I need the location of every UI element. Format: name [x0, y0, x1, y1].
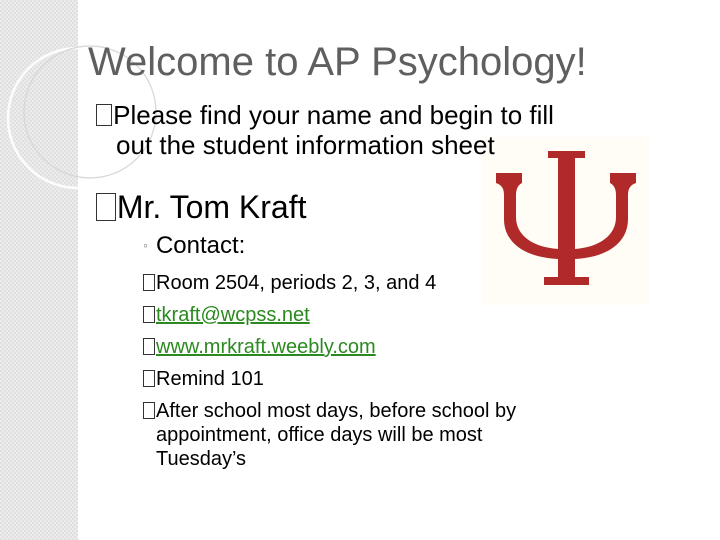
contact-label: Contact: — [155, 232, 246, 259]
contact-item-room — [143, 271, 436, 295]
hours-line-1: After school most days, before school by — [156, 400, 517, 422]
contact-item-hours — [143, 399, 516, 471]
hours-line-3: Tuesday’s — [156, 448, 247, 470]
bullet-intro — [96, 100, 636, 160]
contact-item-website — [143, 335, 376, 359]
remind-text: Remind 101 — [156, 368, 264, 390]
contact-item-email — [143, 303, 310, 327]
bullet-icon — [143, 370, 155, 387]
bullet-icon — [143, 306, 155, 323]
intro-line-2: out the student information sheet — [116, 130, 495, 160]
contact-room-text: Room 2504, periods 2, 3, and 4 — [156, 272, 437, 294]
ring-bullet-icon: ◦ — [143, 237, 148, 253]
contact-heading — [143, 230, 245, 261]
bullet-icon — [143, 402, 155, 419]
contact-item-remind — [143, 367, 264, 391]
bullet-icon — [143, 338, 155, 355]
intro-line-1: Please find your name and begin to fill — [113, 100, 554, 130]
hours-line-2: appointment, office days will be most — [156, 424, 483, 446]
bullet-teacher — [96, 190, 307, 224]
bullet-icon — [143, 274, 155, 291]
slide-title: Welcome to AP Psychology! — [88, 40, 587, 84]
teacher-name: Mr. Tom Kraft — [116, 189, 307, 225]
email-link[interactable]: tkraft@wcpss.net — [156, 304, 310, 326]
psi-symbol-image — [482, 137, 650, 305]
website-link[interactable]: www.mrkraft.weebly.com — [156, 336, 376, 358]
psi-icon — [482, 137, 650, 305]
bullet-icon — [96, 104, 112, 126]
bullet-icon — [96, 193, 116, 220]
